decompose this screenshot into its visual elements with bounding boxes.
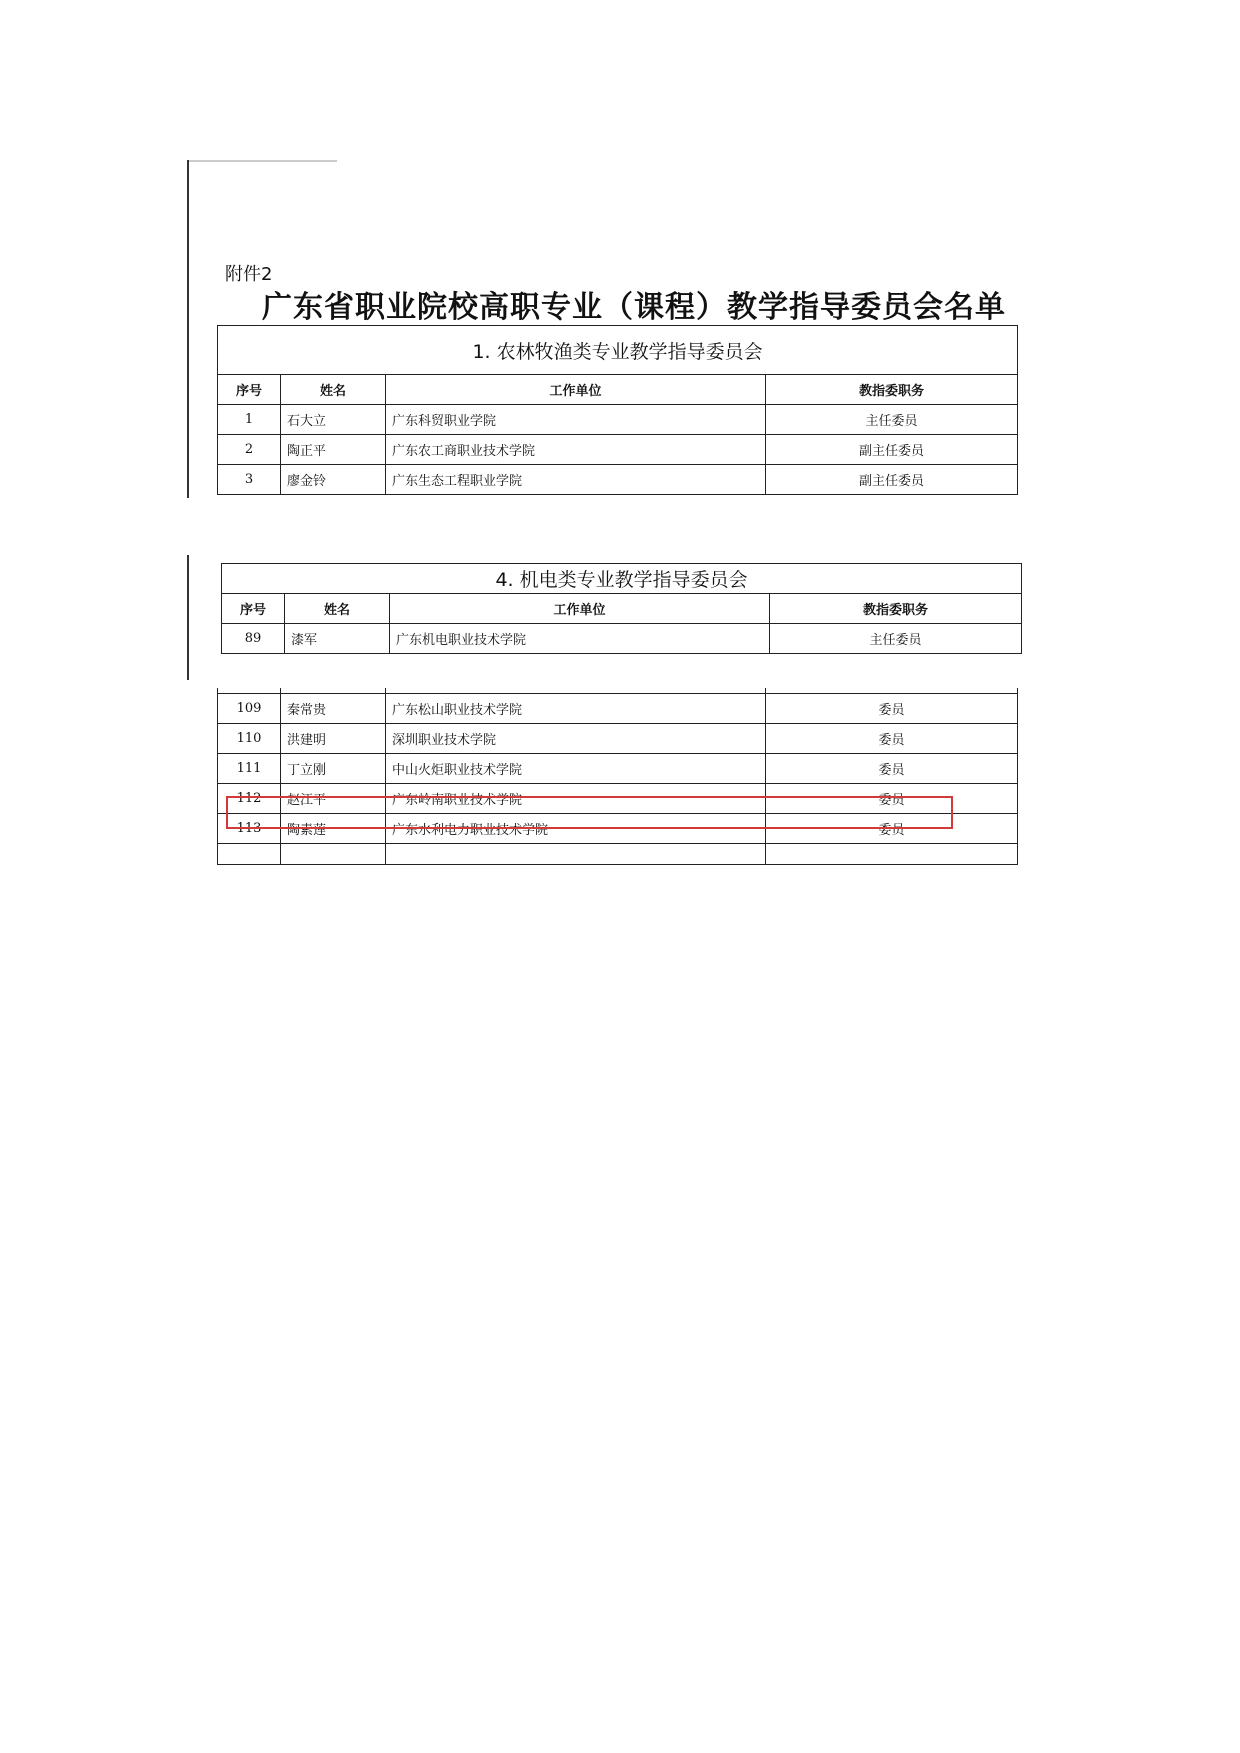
- scan-edge-line: [187, 160, 189, 498]
- cell-unit: 广东科贸职业学院: [386, 405, 766, 435]
- cell-name: 石大立: [281, 405, 386, 435]
- cell-unit: 广东岭南职业技术学院: [386, 784, 766, 814]
- cell-role: 主任委员: [766, 405, 1018, 435]
- cell-unit: 广东水利电力职业技术学院: [386, 814, 766, 844]
- cell-role: 副主任委员: [766, 465, 1018, 495]
- committee-4-caption: 4. 机电类专业教学指导委员会: [222, 564, 1022, 594]
- cell-role: 委员: [766, 784, 1018, 814]
- table-header-row: [222, 594, 1022, 624]
- document-fragment-bottom: [187, 688, 1027, 876]
- scan-edge-line: [187, 555, 189, 680]
- cell-unit: 广东松山职业技术学院: [386, 694, 766, 724]
- cell-no: 113: [218, 814, 281, 844]
- document-title: 广东省职业院校高职专业（课程）教学指导委员会名单: [262, 290, 1006, 325]
- cell-role: 主任委员: [770, 624, 1022, 654]
- cell-no: 2: [218, 435, 281, 465]
- table-row: [218, 814, 1018, 844]
- table-row: [218, 694, 1018, 724]
- scan-edge: [187, 160, 337, 162]
- col-header-unit: 工作单位: [390, 594, 770, 624]
- cell-no: 109: [218, 694, 281, 724]
- document-fragment-top: [187, 160, 1027, 498]
- cell-unit: 广东生态工程职业学院: [386, 465, 766, 495]
- attachment-label: 附件2: [225, 264, 273, 285]
- table-row: [218, 754, 1018, 784]
- cell-no: 112: [218, 784, 281, 814]
- col-header-name: 姓名: [281, 375, 386, 405]
- table-row: [218, 435, 1018, 465]
- cell-unit: 广东农工商职业技术学院: [386, 435, 766, 465]
- cell-role: 委员: [766, 754, 1018, 784]
- cell-name: 漆军: [285, 624, 390, 654]
- cell-no: 3: [218, 465, 281, 495]
- cell-name: 廖金铃: [281, 465, 386, 495]
- cell-name: 赵江平: [281, 784, 386, 814]
- col-header-no: 序号: [222, 594, 285, 624]
- col-header-name: 姓名: [285, 594, 390, 624]
- col-header-unit: 工作单位: [386, 375, 766, 405]
- cell-unit: 中山火炬职业技术学院: [386, 754, 766, 784]
- cell-name: 陶正平: [281, 435, 386, 465]
- cell-role: 委员: [766, 814, 1018, 844]
- table-row: [218, 465, 1018, 495]
- cell-role: 委员: [766, 724, 1018, 754]
- committee-4-table: [221, 563, 1022, 654]
- col-header-role: 教指委职务: [766, 375, 1018, 405]
- cell-role: 副主任委员: [766, 435, 1018, 465]
- committee-1-caption: 1. 农林牧渔类专业教学指导委员会: [218, 326, 1018, 375]
- cell-no: 110: [218, 724, 281, 754]
- document-fragment-middle: [187, 555, 1032, 680]
- table-row: [218, 724, 1018, 754]
- cell-unit: 广东机电职业技术学院: [390, 624, 770, 654]
- col-header-no: 序号: [218, 375, 281, 405]
- col-header-role: 教指委职务: [770, 594, 1022, 624]
- cell-name: 秦常贵: [281, 694, 386, 724]
- table-row: [218, 405, 1018, 435]
- table-row-cut: [218, 844, 1018, 865]
- table-row-highlighted: [218, 784, 1018, 814]
- cell-no: 111: [218, 754, 281, 784]
- table-row: [222, 624, 1022, 654]
- cell-no: 89: [222, 624, 285, 654]
- cell-name: 洪建明: [281, 724, 386, 754]
- cell-unit: 深圳职业技术学院: [386, 724, 766, 754]
- committee-1-table: [217, 325, 1018, 495]
- cell-name: 丁立刚: [281, 754, 386, 784]
- committee-4-continued-table: [217, 688, 1018, 865]
- cell-name: 陶素莲: [281, 814, 386, 844]
- cell-no: 1: [218, 405, 281, 435]
- table-header-row: [218, 375, 1018, 405]
- cell-role: 委员: [766, 694, 1018, 724]
